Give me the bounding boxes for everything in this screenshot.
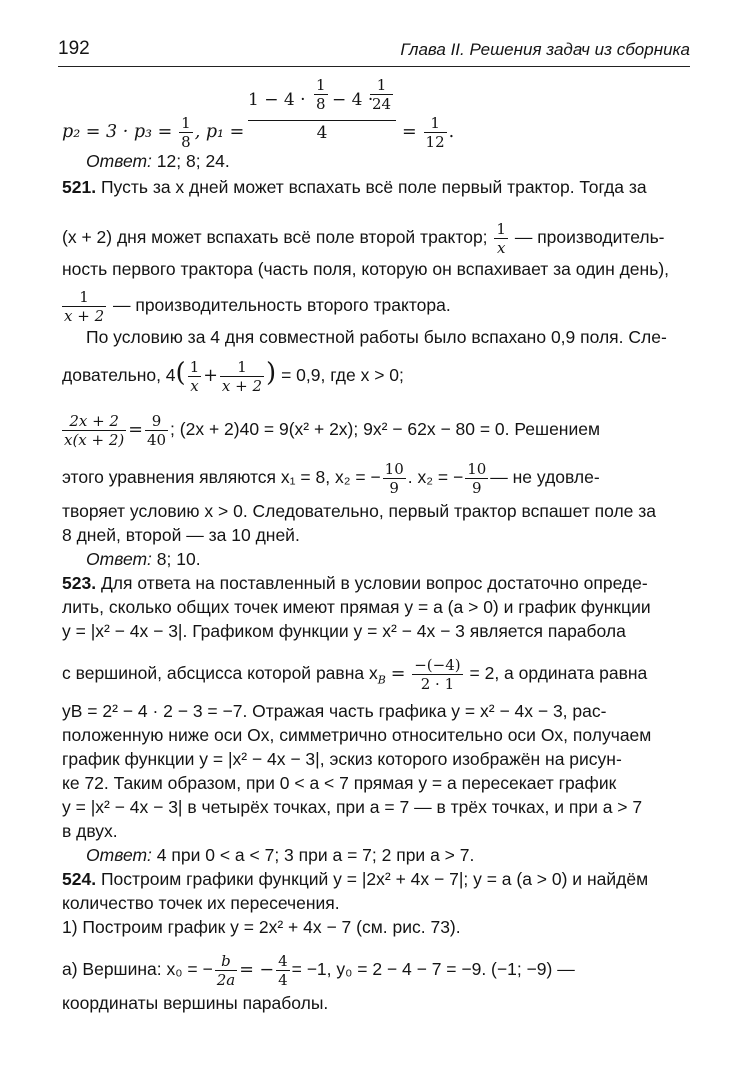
problem-521-line-9: творяет условию x > 0. Следовательно, первый трактор вспашет поле за [62,501,657,521]
answer-line [86,150,690,172]
p-formula-lhs: p₂ = 3 · p₃ = [62,122,173,143]
problem-number: 524. [62,869,97,889]
problem-521-line-8: этого уравнения являются x₁ = 8, x₂ = − $\frac{10}{9}$ . x₂ = − $\frac{10}{9}$ — не удовле- [62,460,600,497]
problem-521-line-5: По условию за 4 дня совместной работы было вспахано 0,9 поля. Сле- [86,327,667,347]
problem-523-line-4: с вершиной, абсцисса которой равна $x_B$ = $\frac{-(-4)}{2 \cdot 1}$ = 2, а ордината равна [62,656,648,693]
chapter-title: Глава II. Решения задач из сборника [400,40,690,59]
p1-big-fraction [248,76,396,143]
problem-524-line-1: 524. Построим графики функций y = |2x² + 4x − 7|; y = a (a > 0) и найдём [62,869,649,889]
problem-523-line-1: 523. Для ответа на поставленный в условии вопрос достаточно опреде- [62,573,648,593]
problem-523-line-6: положенную ниже оси Ox, симметрично относительно оси Ox, получаем [62,725,652,745]
big-fraction-bar [248,120,396,121]
problem-523-line-5: yB = 2² − 4 · 2 − 3 = −7. Отражая часть графика y = x² − 4x − 3, рас- [62,701,607,721]
problem-521-line-6: довательно, 4( $\frac{1}{x}$ + $\frac{1}{x + 2}$ ) = 0,9, где x > 0; [62,358,404,395]
problem-521-line-3: ность первого трактора (часть поля, которую он вспахивает за один день), [62,259,670,279]
problem-number: 523. [62,573,97,593]
problem-523-line-2: лить, сколько общих точек имеют прямая y = a (a > 0) и график функции [62,597,651,617]
big-fraction-numerator: 1 − 4 · $\frac{1}{8}$ − 4 · $\frac{1}{24}$ [248,76,392,113]
fraction-1-x-plus-2: $\frac{1}{x + 2}$ [64,288,105,325]
p1-result: = $\frac{1}{12}$ . [402,114,455,151]
answer-text: 12; 8; 24. [156,151,230,171]
problem-523-line-3: y = |x² − 4x − 3|. Графиком функции y = x² − 4x − 3 является парабола [62,621,626,641]
p1-label: , p₁ = [194,122,245,143]
header-rule [58,66,690,67]
fraction-1-12: $\frac{1}{12}$ [425,114,445,151]
fraction-1-8: $\frac{1}{8}$ [181,114,191,151]
answer-line [86,844,690,866]
problem-524-line-3: 1) Построим график y = 2x² + 4x − 7 (см. рис. 73). [62,917,461,937]
problem-524-line-4: а) Вершина: x₀ = − $\frac{b}{2a}$ = − $\frac{4}{4}$ = −1, y₀ = 2 − 4 − 7 = −9. (−1; −9) — [62,952,575,989]
problem-number: 521. [62,177,97,197]
answer-label: Ответ: [86,549,152,569]
problem-521-line-2: (x + 2) дня может вспахать всё поле второй трактор; $\frac{1}{x}$ — производитель- [62,220,665,257]
page-number: 192 [58,38,90,59]
big-fraction-denominator: 4 [316,123,328,144]
problem-524-line-5: координаты вершины параболы. [62,993,329,1013]
answer-label: Ответ: [86,151,152,171]
answer-label: Ответ: [86,845,152,865]
problem-523-line-10: в двух. [62,821,118,841]
problem-523-line-9: y = |x² − 4x − 3| в четырёх точках, при a = 7 — в трёх точках, и при a > 7 [62,797,643,817]
problem-524-line-2: количество точек их пересечения. [62,893,340,913]
answer-text: 8; 10. [156,549,201,569]
problem-521-line-1: 521. Пусть за x дней может вспахать всё поле первый трактор. Тогда за [62,177,647,197]
fraction-1-x: $\frac{1}{x}$ [496,220,506,257]
answer-line [86,548,690,570]
problem-521-line-10: 8 дней, второй — за 10 дней. [62,525,300,545]
problem-521-line-7: $\frac{2x + 2}{x(x + 2)}$ = $\frac{9}{40}$ ; (2x + 2)40 = 9(x² + 2x); 9x² − 62x − 80 = 0. Решением [64,412,601,449]
answer-text: 4 при 0 < a < 7; 3 при a = 7; 2 при a > 7. [156,845,475,865]
problem-521-line-4: $\frac{1}{x + 2}$ — производительность второго трактора. [64,288,451,325]
problem-523-line-8: ке 72. Таким образом, при 0 < a < 7 прямая y = a пересекает график [62,773,617,793]
problem-523-line-7: график функции y = |x² − 4x − 3|, эскиз которого изображён на рисун- [62,749,622,769]
